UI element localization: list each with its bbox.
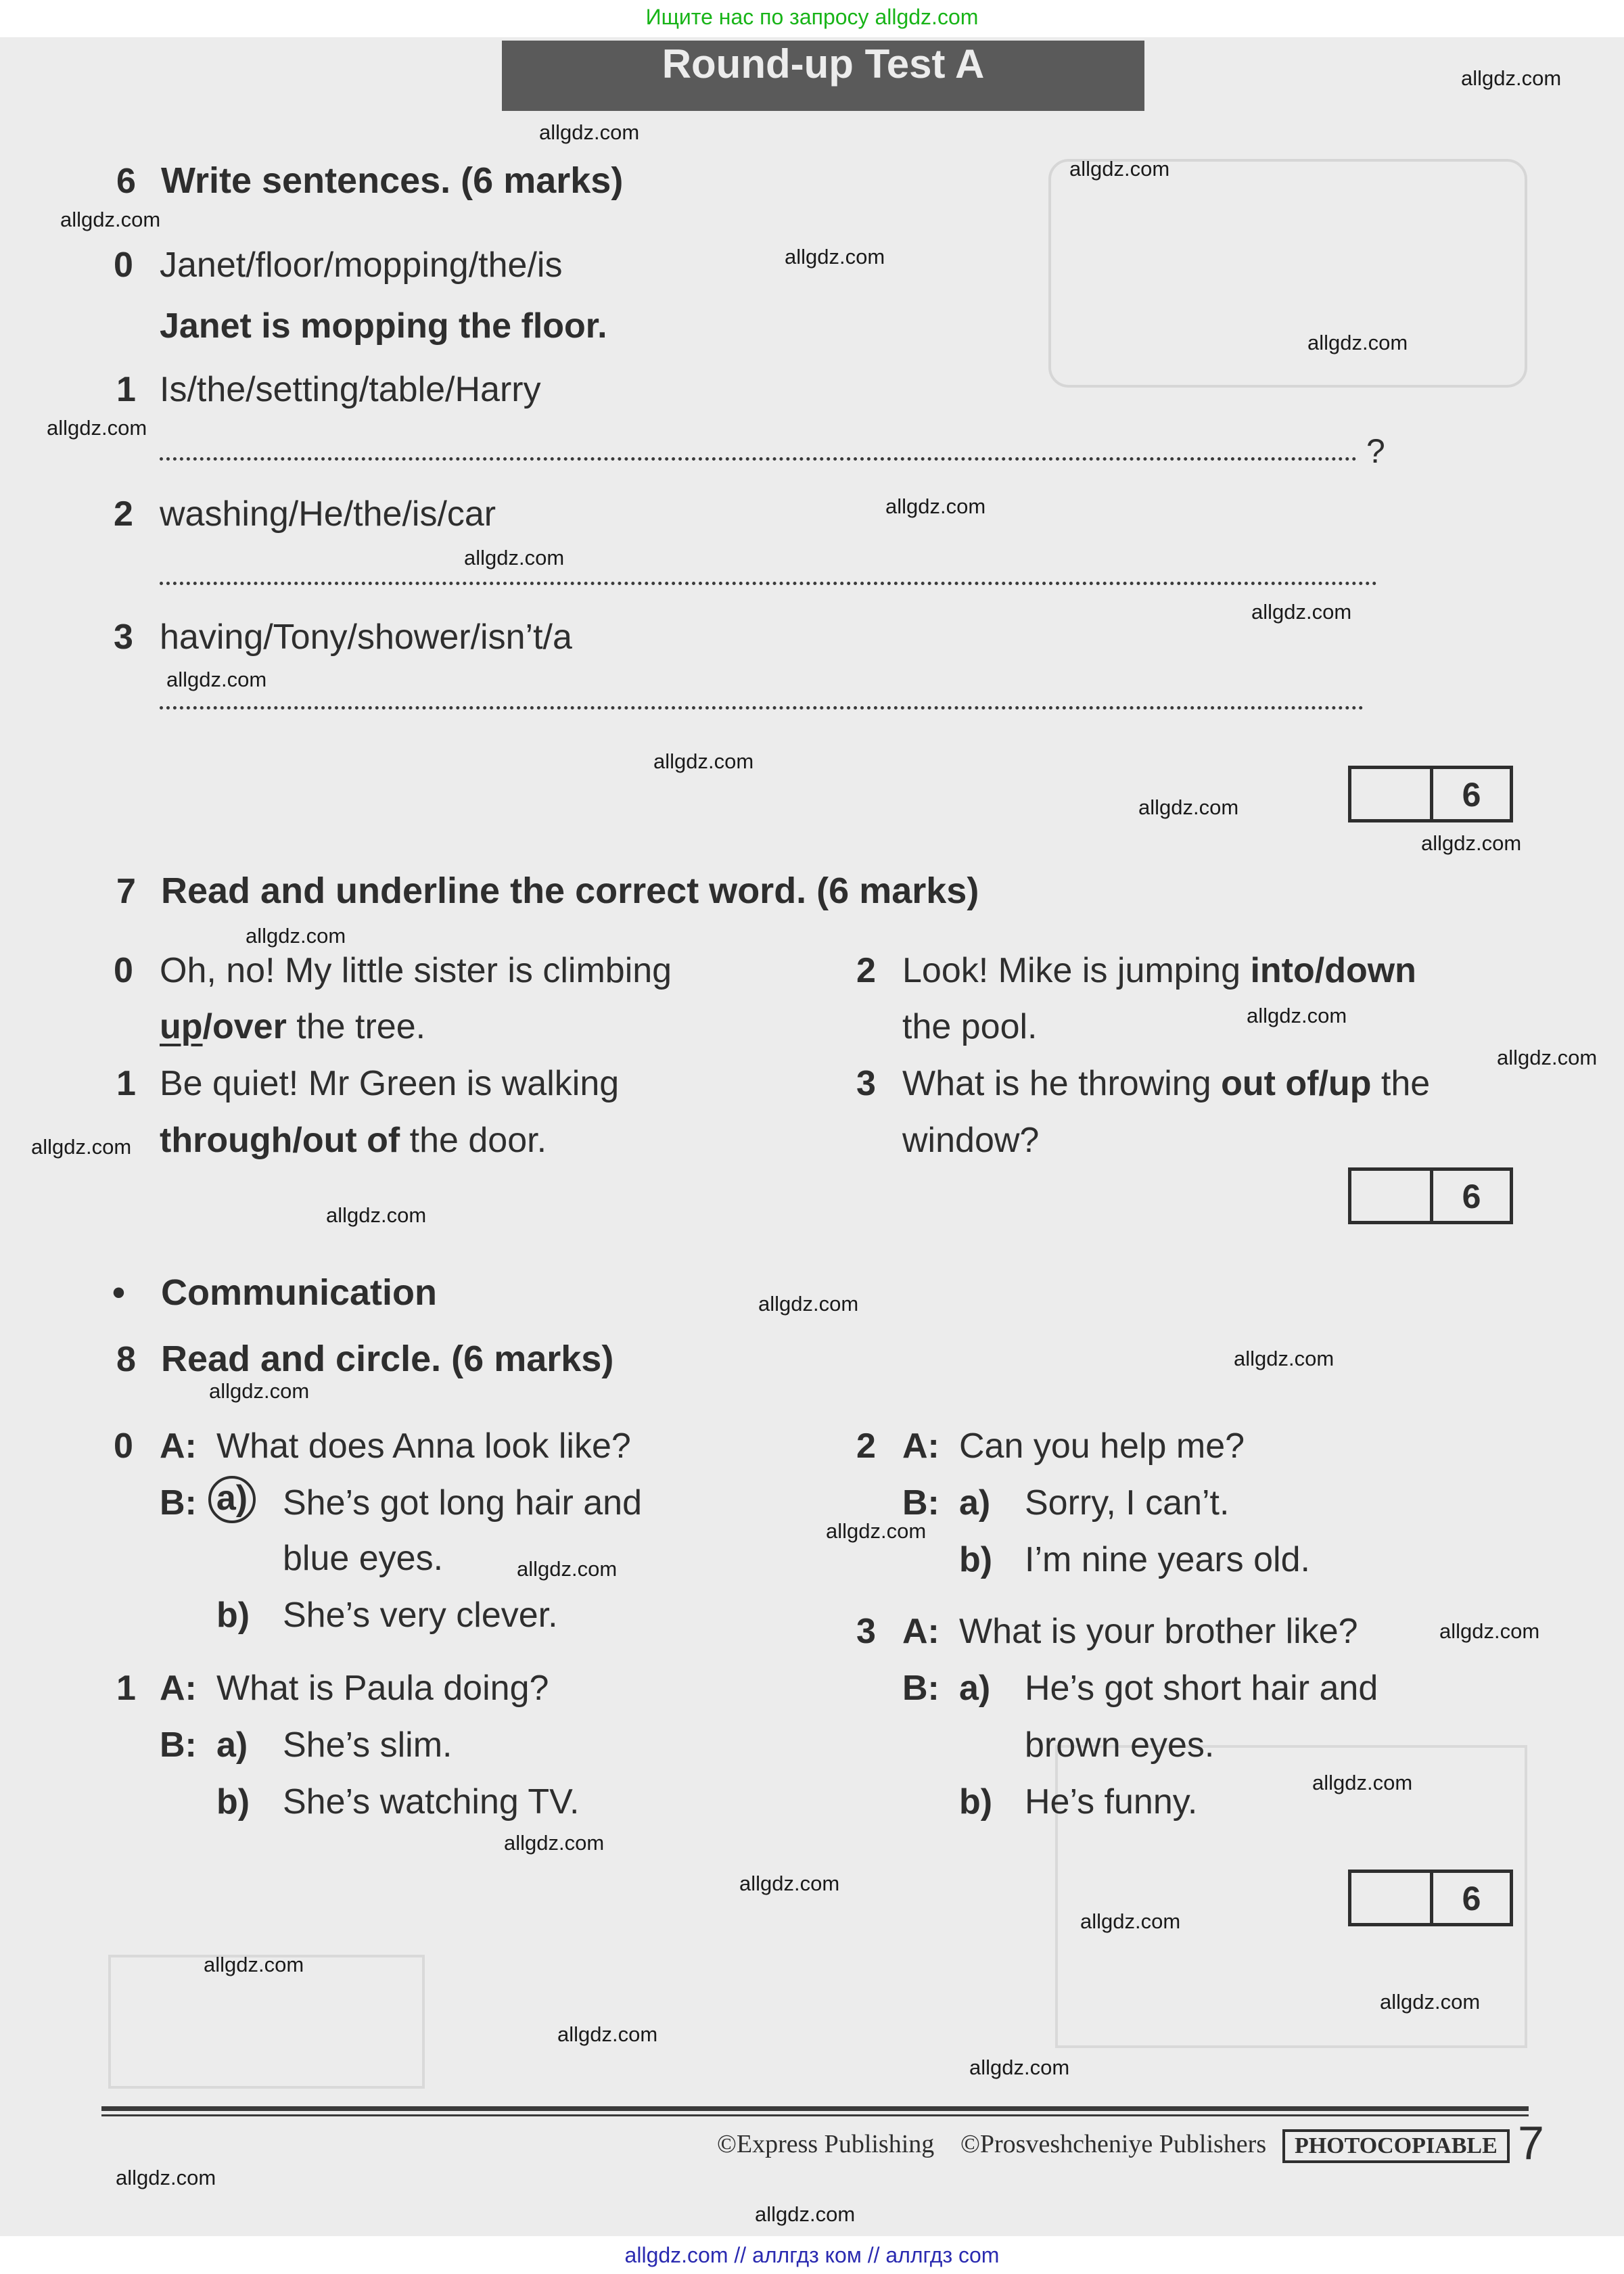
item-number: 0 (114, 246, 133, 285)
watermark: allgdz.com (1497, 1046, 1598, 1069)
sentence-rest: the door. (400, 1121, 547, 1160)
word-options[interactable]: out of/up (1221, 1064, 1372, 1103)
watermark: allgdz.com (116, 2166, 216, 2189)
sentence-line (902, 1063, 1430, 1104)
answer-line[interactable] (160, 706, 1364, 710)
top-banner[interactable]: Ищите нас по запросу allgdz.com (0, 0, 1624, 37)
option-b-label[interactable]: b) (216, 1782, 250, 1821)
item-number: 3 (856, 1612, 876, 1651)
word-option-up[interactable]: up (160, 1007, 203, 1046)
score-value: 6 (1462, 1178, 1481, 1215)
watermark: allgdz.com (785, 245, 885, 269)
watermark: allgdz.com (1380, 1990, 1481, 2014)
sentence-line: Be quiet! Mr Green is walking (160, 1064, 620, 1103)
score-value: 6 (1462, 776, 1481, 814)
watermark: allgdz.com (464, 546, 565, 570)
option-a-label[interactable]: a) (959, 1669, 991, 1708)
item-number: 3 (856, 1064, 876, 1103)
watermark: allgdz.com (539, 120, 640, 144)
header-title: Round-up Test A (662, 41, 985, 87)
publisher-credit: ©Prosveshcheniye Publishers (960, 2130, 1267, 2158)
watermark: allgdz.com (557, 2022, 658, 2046)
sentence-start: Look! Mike is jumping (902, 951, 1251, 990)
watermark: allgdz.com (885, 494, 986, 518)
item-number: 0 (114, 951, 133, 990)
sentence-line (902, 950, 1416, 991)
watermark: allgdz.com (1461, 66, 1562, 90)
watermark: allgdz.com (1312, 1771, 1413, 1794)
watermark: allgdz.com (517, 1557, 618, 1581)
sentence-start: What is he throwing (902, 1064, 1222, 1103)
scrambled-words: having/Tony/shower/isn’t/a (160, 618, 572, 657)
watermark: allgdz.com (246, 924, 346, 948)
word-options[interactable]: through/out of (160, 1121, 400, 1160)
sentence-line: window? (902, 1121, 1040, 1160)
watermark: allgdz.com (209, 1379, 310, 1403)
item-number: 1 (116, 1064, 136, 1103)
answer-option-text: She’s watching TV. (283, 1782, 580, 1821)
word-options[interactable]: into/down (1250, 951, 1416, 990)
answer-line[interactable] (160, 582, 1377, 585)
watermark: allgdz.com (1080, 1909, 1181, 1933)
watermark: allgdz.com (1307, 331, 1408, 354)
sentence-line: Oh, no! My little sister is climbing (160, 951, 672, 990)
sentence-line (160, 1006, 425, 1047)
page-header (502, 41, 1144, 111)
example-answer: Janet is mopping the floor. (160, 306, 607, 346)
speaker-b-label: B: (160, 1725, 197, 1765)
scrambled-words: washing/He/the/is/car (160, 494, 496, 534)
watermark: allgdz.com (755, 2202, 856, 2226)
bottom-banner[interactable]: allgdz.com // аллгдз ком // аллгдз com (0, 2236, 1624, 2274)
page-number: 7 (1518, 2116, 1544, 2169)
answer-line[interactable] (160, 457, 1357, 461)
answer-option-text: I’m nine years old. (1025, 1540, 1310, 1579)
item-number: 3 (114, 618, 133, 657)
footer-rule-thin (101, 2114, 1529, 2116)
speaker-a-label: A: (160, 1669, 197, 1708)
item-number: 2 (114, 494, 133, 534)
scrambled-words: Is/the/setting/table/Harry (160, 370, 541, 409)
section-6-title: Write sentences. (6 marks) (161, 160, 624, 201)
question-text: Can you help me? (959, 1426, 1245, 1466)
option-b-label[interactable]: b) (216, 1596, 250, 1635)
score-box (1348, 1167, 1513, 1224)
watermark: allgdz.com (1421, 831, 1522, 855)
sentence-rest: the tree. (286, 1007, 426, 1046)
section-7-number: 7 (116, 872, 136, 911)
watermark: allgdz.com (47, 416, 147, 440)
answer-option-text: She’s slim. (283, 1725, 453, 1765)
watermark: allgdz.com (758, 1292, 859, 1316)
option-a-circled[interactable] (208, 1476, 256, 1523)
item-number: 2 (856, 951, 876, 990)
question-text: What is Paula doing? (216, 1669, 549, 1708)
watermark: allgdz.com (739, 1872, 840, 1895)
option-a-label[interactable]: a) (959, 1483, 991, 1523)
watermark: allgdz.com (204, 1953, 304, 1976)
speaker-a-label: A: (902, 1612, 939, 1651)
section-6-number: 6 (116, 162, 136, 201)
option-b-label[interactable]: b) (959, 1782, 993, 1821)
score-box (1348, 766, 1513, 822)
item-number: 0 (114, 1426, 133, 1466)
sentence-line: the pool. (902, 1007, 1038, 1046)
watermark: allgdz.com (1251, 600, 1352, 624)
watermark: allgdz.com (31, 1135, 132, 1159)
answer-option-text: Sorry, I can’t. (1025, 1483, 1230, 1523)
watermark: allgdz.com (1247, 1004, 1347, 1027)
bleed-through-box (1048, 159, 1527, 388)
communication-heading: Communication (161, 1272, 438, 1313)
question-mark: ? (1366, 432, 1385, 470)
answer-option-text: He’s funny. (1025, 1782, 1198, 1821)
score-box (1348, 1870, 1513, 1926)
item-number: 1 (116, 1669, 136, 1708)
question-text: What does Anna look like? (216, 1426, 631, 1466)
watermark: allgdz.com (60, 208, 161, 231)
photocopiable-badge: PHOTOCOPIABLE (1282, 2129, 1510, 2163)
footer-rule (101, 2106, 1529, 2111)
answer-option-text: brown eyes. (1025, 1725, 1215, 1765)
watermark: allgdz.com (826, 1519, 927, 1543)
section-7-title: Read and underline the correct word. (6 marks) (161, 871, 979, 911)
watermark: allgdz.com (166, 668, 267, 691)
answer-option-text: blue eyes. (283, 1539, 444, 1578)
watermark: allgdz.com (969, 2056, 1070, 2079)
watermark: allgdz.com (1069, 157, 1170, 181)
publisher-credit: ©Express Publishing (717, 2130, 935, 2158)
option-a-label[interactable]: a) (216, 1725, 248, 1765)
answer-option-text: She’s very clever. (283, 1596, 558, 1635)
watermark: allgdz.com (326, 1203, 427, 1227)
section-8-number: 8 (116, 1340, 136, 1379)
question-text: What is your brother like? (959, 1612, 1358, 1651)
watermark: allgdz.com (1234, 1347, 1335, 1370)
watermark: allgdz.com (653, 749, 754, 773)
answer-option-text: He’s got short hair and (1025, 1669, 1378, 1708)
watermark: allgdz.com (1138, 795, 1239, 819)
speaker-b-label: B: (902, 1483, 939, 1523)
scrambled-words: Janet/floor/mopping/the/is (160, 246, 563, 285)
score-value: 6 (1462, 1880, 1481, 1918)
option-b-label[interactable]: b) (959, 1540, 993, 1579)
communication-bullet: • (112, 1272, 125, 1313)
speaker-b-label: B: (160, 1483, 197, 1523)
sentence-line (160, 1120, 547, 1161)
item-number: 1 (116, 370, 136, 409)
speaker-a-label: A: (160, 1426, 197, 1466)
section-8-title: Read and circle. (6 marks) (161, 1339, 614, 1379)
watermark: allgdz.com (504, 1831, 605, 1855)
watermark: allgdz.com (1439, 1619, 1540, 1643)
speaker-a-label: A: (902, 1426, 939, 1466)
word-option-over[interactable]: over (212, 1007, 287, 1046)
option-label: a) (208, 1476, 256, 1523)
speaker-b-label: B: (902, 1669, 939, 1708)
option-slash: / (202, 1007, 212, 1046)
sentence-rest: the (1371, 1064, 1431, 1103)
answer-option-text: She’s got long hair and (283, 1483, 642, 1523)
item-number: 2 (856, 1426, 876, 1466)
